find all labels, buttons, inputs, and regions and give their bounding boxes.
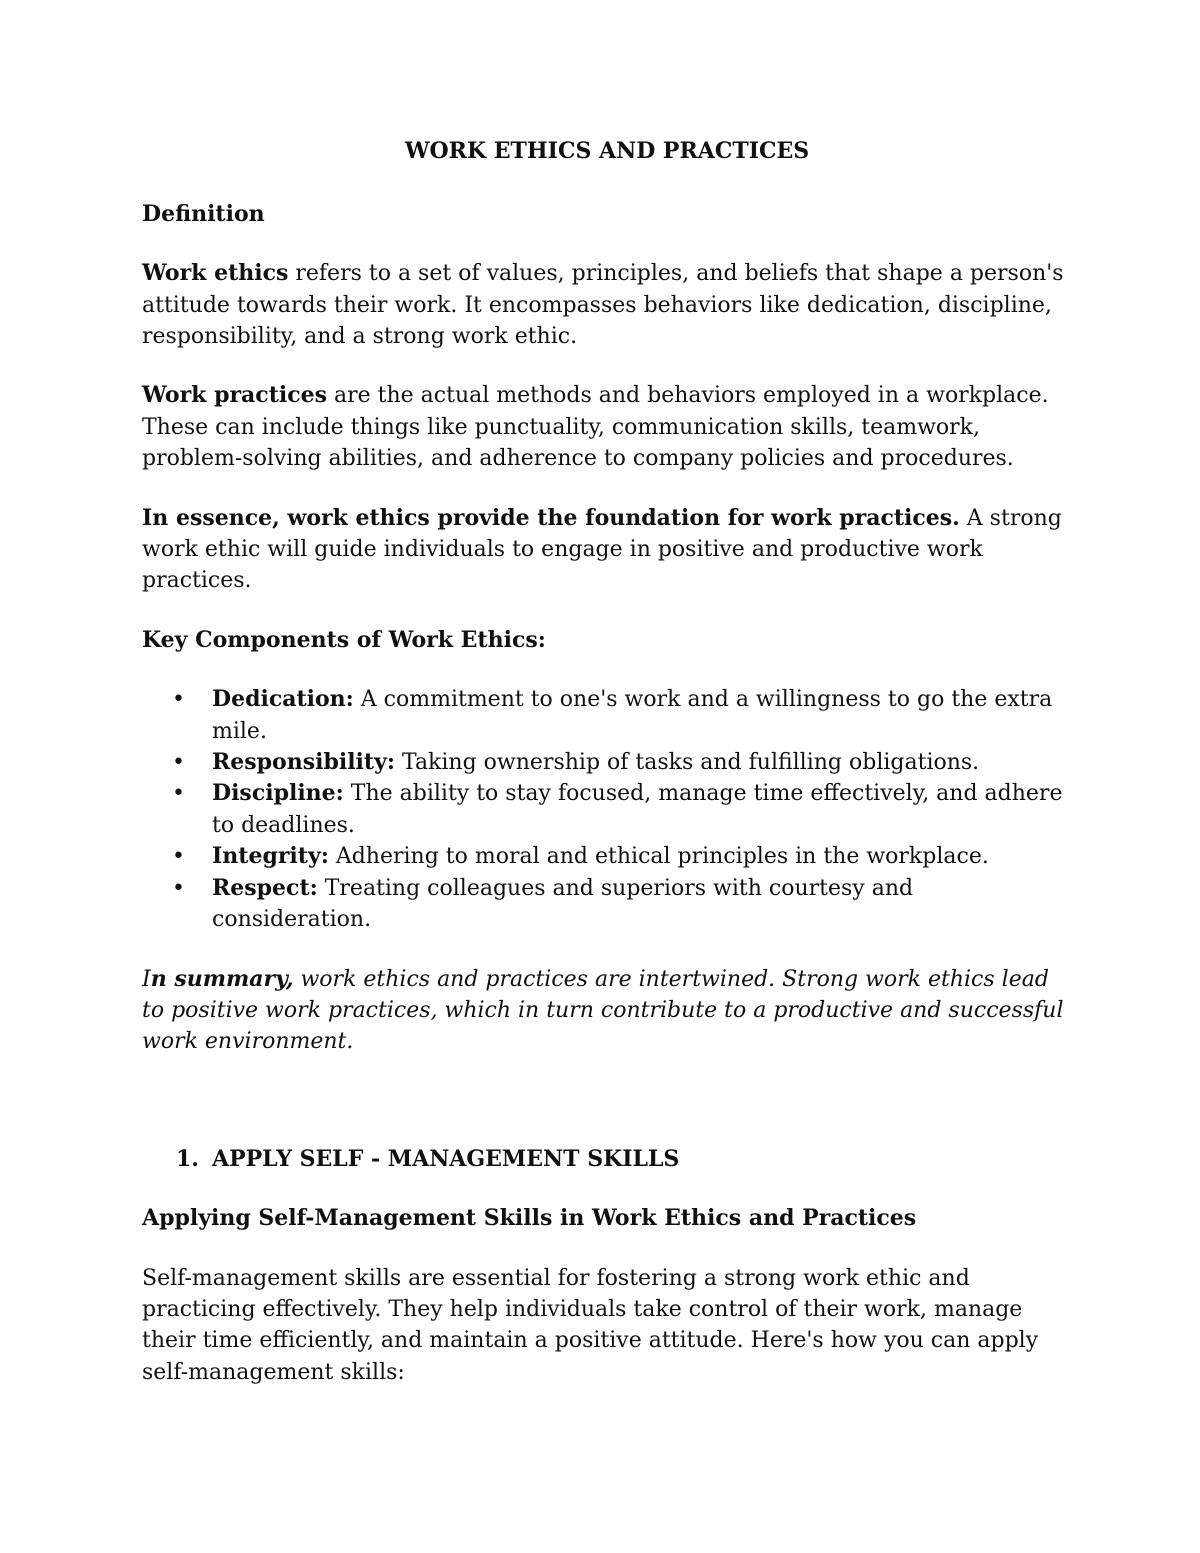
section-1-intro: Self-management skills are essential for fostering a strong work ethic and practicing effectively. They help individuals take control of their work, manage their time efficiently, and maintain a positive attitude. Here's how you can apply self-management skills:	[142, 1265, 1039, 1385]
summary-lead-bold: n summary,	[150, 965, 294, 992]
component-text: Taking ownership of tasks and fulfilling obligations.	[394, 750, 980, 776]
bullet-icon: •	[172, 875, 185, 901]
work-practices-text: are the actual methods and behaviors employed in a workplace. These can include things like punctuality, communication skills, teamwork, problem-solving abilities, and adherence to company policies and procedures.	[142, 383, 1049, 472]
components-list	[142, 684, 1072, 935]
summary-paragraph	[142, 964, 1072, 1058]
work-practices-term: Work practices	[142, 382, 328, 409]
section-1-number: 1.	[176, 1145, 199, 1172]
component-term: Discipline:	[212, 780, 344, 807]
essence-text: A strong work ethic will guide individuals to engage in positive and productive work practices.	[142, 505, 1062, 594]
list-item	[142, 778, 1072, 841]
bullet-icon: •	[172, 781, 185, 807]
summary-lead-i: I	[142, 966, 151, 992]
bullet-icon: •	[172, 844, 185, 870]
component-term: Respect:	[212, 874, 318, 901]
work-practices-paragraph	[142, 380, 1072, 474]
essence-paragraph	[142, 503, 1072, 597]
work-ethics-text: refers to a set of values, principles, and beliefs that shape a person's attitude towards their work. It encompasses behaviors like dedication, discipline, responsibility, and a strong work ethic.	[142, 261, 1064, 350]
list-item	[142, 747, 1072, 778]
key-components-heading: Key Components of Work Ethics:	[142, 626, 546, 653]
component-text: The ability to stay focused, manage time effectively, and adhere to deadlines.	[212, 781, 1063, 838]
document-title: WORK ETHICS AND PRACTICES	[404, 138, 810, 164]
work-ethics-paragraph	[142, 258, 1072, 352]
essence-bold: In essence, work ethics provide the foundation for work practices.	[142, 504, 960, 531]
section-1-subheading: Applying Self-Management Skills in Work Ethics and Practices	[142, 1205, 917, 1232]
work-ethics-term: Work ethics	[142, 260, 289, 287]
bullet-icon: •	[172, 687, 185, 713]
bullet-icon: •	[172, 750, 185, 776]
definition-heading: Definition	[142, 200, 265, 227]
summary-text: work ethics and practices are intertwined. Strong work ethics lead to positive work practices, which in turn contribute to a productive and successful work environment.	[142, 966, 1064, 1055]
list-item	[142, 873, 1072, 936]
section-1-heading	[142, 1144, 1072, 1175]
section-1-title: APPLY SELF - MANAGEMENT SKILLS	[212, 1145, 680, 1172]
document-page	[142, 136, 1072, 1416]
component-text: A commitment to one's work and a willingness to go the extra mile.	[212, 687, 1053, 744]
list-item	[142, 684, 1072, 747]
component-text: Treating colleagues and superiors with courtesy and consideration.	[212, 875, 914, 933]
list-item	[142, 841, 1072, 872]
component-term: Integrity:	[212, 843, 329, 870]
component-term: Dedication:	[212, 686, 354, 713]
component-text: Adhering to moral and ethical principles in the workplace.	[328, 844, 989, 870]
component-term: Responsibility:	[212, 749, 395, 776]
